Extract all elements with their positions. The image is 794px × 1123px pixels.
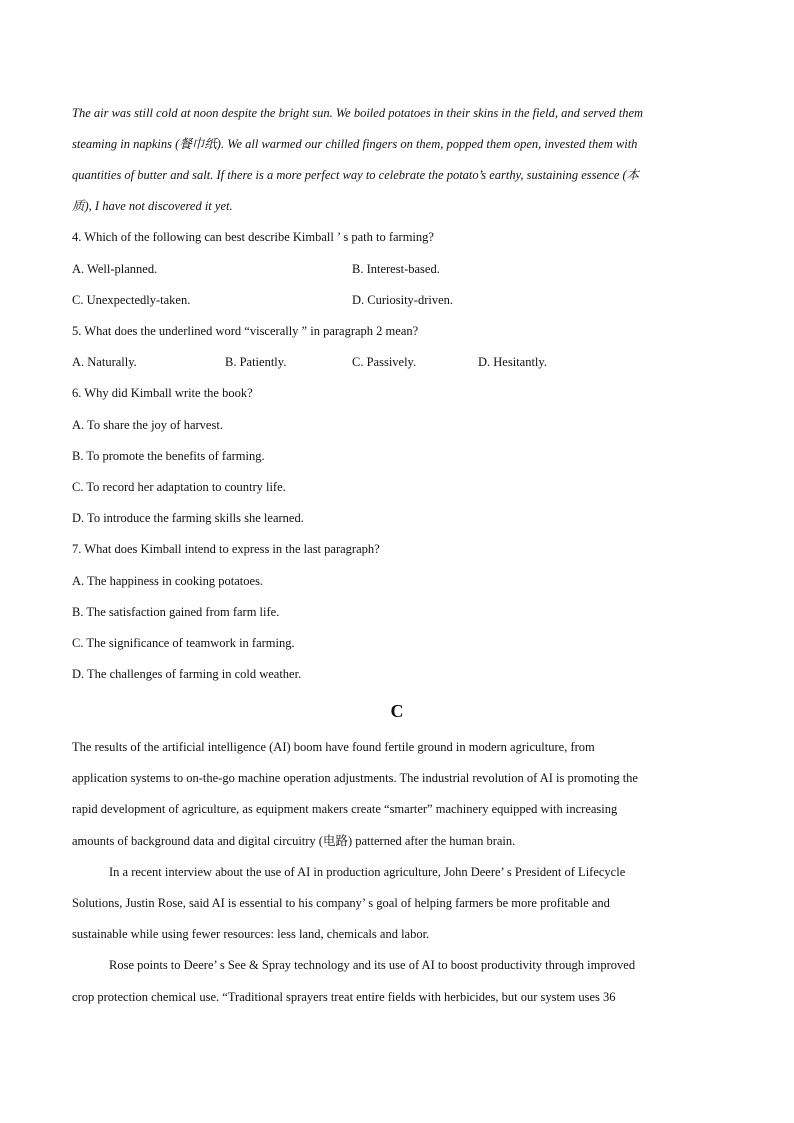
q6-option-d: D. To introduce the farming skills she learned.: [72, 511, 304, 525]
section-c-line: Solutions, Justin Rose, said AI is essential to his company’ s goal of helping farmers be more profitable and: [72, 896, 610, 910]
section-c-line: application systems to on-the-go machine operation adjustments. The industrial revolution of AI is promoting the: [72, 771, 638, 785]
section-c-line: Rose points to Deere’ s See & Spray technology and its use of AI to boost productivity through improved: [109, 958, 636, 972]
q6-option-a: A. To share the joy of harvest.: [72, 418, 223, 432]
passage-line: 质), I have not discovered it yet.: [72, 199, 233, 213]
question-4-stem: 4. Which of the following can best describe Kimball ’ s path to farming?: [72, 230, 434, 244]
q5-option-b: B. Patiently.: [225, 355, 287, 369]
question-6-stem: 6. Why did Kimball write the book?: [72, 386, 253, 400]
q7-option-d: D. The challenges of farming in cold weather.: [72, 667, 302, 681]
passage-line: The air was still cold at noon despite the bright sun. We boiled potatoes in their skins in the field, and served them: [72, 106, 644, 120]
q7-option-a: A. The happiness in cooking potatoes.: [72, 574, 264, 588]
question-5-stem: 5. What does the underlined word “viscerally ” in paragraph 2 mean?: [72, 324, 419, 338]
q4-option-c: C. Unexpectedly-taken.: [72, 293, 191, 307]
passage-line: steaming in napkins (餐巾纸). We all warmed our chilled fingers on them, popped them open, invested them with: [72, 137, 638, 151]
q4-option-a: A. Well-planned.: [72, 262, 158, 276]
q6-option-c: C. To record her adaptation to country life.: [72, 480, 286, 494]
section-c-line: amounts of background data and digital circuitry (电路) patterned after the human brain.: [72, 834, 516, 848]
section-c-line: rapid development of agriculture, as equipment makers create “smarter” machinery equipped with increasing: [72, 802, 618, 816]
q5-option-d: D. Hesitantly.: [478, 355, 547, 369]
section-heading: C: [390, 701, 404, 721]
section-c-line: crop protection chemical use. “Traditional sprayers treat entire fields with herbicides, but our system uses 36: [72, 990, 616, 1004]
q7-option-c: C. The significance of teamwork in farming.: [72, 636, 295, 650]
q5-option-a: A. Naturally.: [72, 355, 137, 369]
q7-option-b: B. The satisfaction gained from farm life.: [72, 605, 280, 619]
q5-option-c: C. Passively.: [352, 355, 417, 369]
section-c-line: The results of the artificial intelligence (AI) boom have found fertile ground in modern agriculture, from: [72, 740, 595, 754]
section-c-line: sustainable while using fewer resources: less land, chemicals and labor.: [72, 927, 430, 941]
passage-line: quantities of butter and salt. If there is a more perfect way to celebrate the potato’s earthy, sustaining essence (本: [72, 168, 640, 182]
question-7-stem: 7. What does Kimball intend to express in the last paragraph?: [72, 542, 380, 556]
section-c-line: In a recent interview about the use of AI in production agriculture, John Deere’ s President of Lifecycle: [109, 865, 626, 879]
q4-option-b: B. Interest-based.: [352, 262, 440, 276]
q6-option-b: B. To promote the benefits of farming.: [72, 449, 265, 463]
q4-option-d: D. Curiosity-driven.: [352, 293, 454, 307]
